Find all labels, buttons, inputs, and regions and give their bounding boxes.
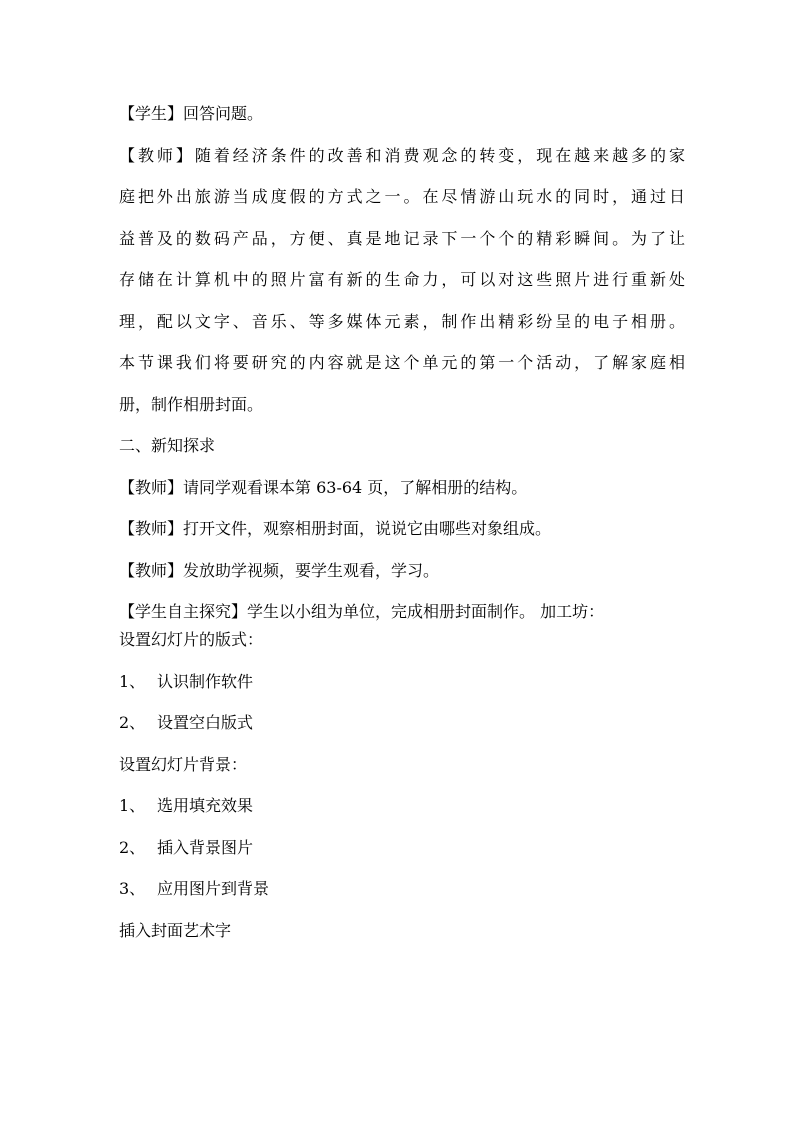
list-item	[119, 879, 685, 899]
list-item	[119, 713, 685, 733]
list-text: 设置空白版式	[157, 713, 254, 732]
text-line: 设置幻灯片的版式：	[119, 630, 264, 649]
paragraph-teacher-open-file: 【教师】打开文件，观察相册封面，说说它由哪些对象组成。	[119, 519, 552, 538]
list-number: 1、	[119, 671, 146, 691]
paragraph-student-explore	[119, 602, 685, 650]
list-text: 选用填充效果	[157, 796, 254, 815]
text-line: 存储在计算机中的照片富有新的生命力，可以对这些照片进行重新处	[119, 270, 685, 289]
list-text: 应用图片到背景	[157, 879, 270, 898]
paragraph-teacher-textbook: 【教师】请同学观看课本第 63-64 页，了解相册的结构。	[119, 477, 528, 497]
list-number: 2、	[119, 837, 146, 857]
list-item	[119, 838, 685, 858]
text-line: 册，制作相册封面。	[119, 394, 264, 414]
list-background-steps	[119, 796, 685, 899]
paragraph-teacher-video: 【教师】发放助学视频，要学生观看，学习。	[119, 560, 440, 580]
list-text: 插入背景图片	[157, 837, 254, 857]
paragraph-student-answer: 【学生】回答问题。	[119, 104, 264, 123]
section-title-wordart: 插入封面艺术字	[119, 920, 232, 940]
list-layout-steps	[119, 672, 685, 734]
list-text: 认识制作软件	[157, 671, 254, 691]
section-title-background: 设置幻灯片背景：	[119, 754, 248, 774]
text-line: 【学生自主探究】学生以小组为单位，完成相册封面制作。 加工坊：	[119, 602, 605, 621]
section-heading-new-knowledge: 二、新知探求	[119, 436, 216, 455]
text-line: 庭把外出旅游当成度假的方式之一。在尽情游山玩水的同时，通过日	[119, 187, 685, 206]
list-number: 3、	[119, 879, 146, 898]
paragraph-teacher-intro	[119, 146, 685, 415]
list-number: 2、	[119, 713, 146, 732]
list-item	[119, 796, 685, 816]
text-line: 益普及的数码产品，方便、真是地记录下一个个的精彩瞬间。为了让	[119, 228, 685, 248]
list-number: 1、	[119, 796, 146, 815]
text-line: 【教师】随着经济条件的改善和消费观念的转变，现在越来越多的家	[119, 145, 685, 165]
text-line: 理，配以文字、音乐、等多媒体元素，制作出精彩纷呈的电子相册。	[119, 311, 685, 331]
text-line: 本节课我们将要研究的内容就是这个单元的第一个活动，了解家庭相	[119, 353, 685, 372]
list-item	[119, 672, 685, 692]
document-body	[119, 104, 685, 941]
